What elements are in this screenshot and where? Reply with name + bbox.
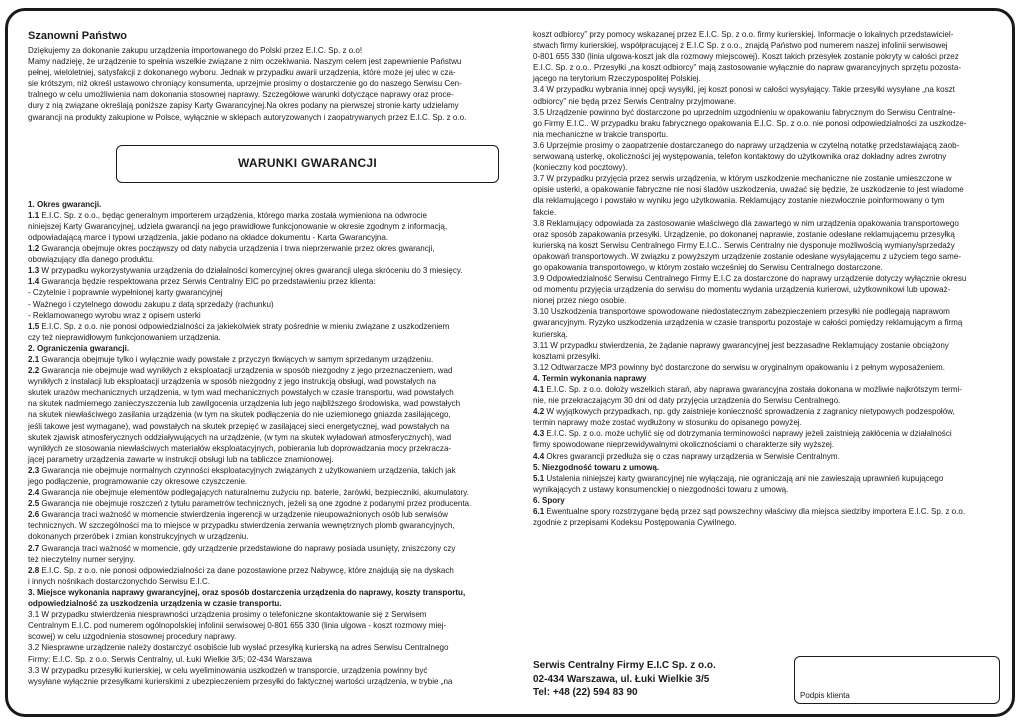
term-paragraph xyxy=(533,462,1001,473)
term-paragraph xyxy=(28,642,494,664)
term-heading: 1.3 xyxy=(28,266,40,276)
term-heading: 2. Ograniczenia gwarancji. xyxy=(28,343,130,353)
term-heading: 4.3 xyxy=(533,429,545,439)
term-text: E.I.C. Sp. z o.o. nie ponosi odpowiedzialności za jakiekolwiek straty pośrednie w mieniu związane z uszkodzeniem czy też nieprawidłowym funkcjonowaniem urządzenia. xyxy=(28,321,450,342)
term-text: 3.11 W przypadku stwierdzenia, że żądanie naprawy gwarancyjnej jest bezzasadne Reklamujący zostanie obciążony kosztami przesyłki. xyxy=(533,340,949,361)
service-address: 02-434 Warszawa, ul. Łuki Wielkie 3/5 xyxy=(533,673,710,685)
term-text: 3.4 W przypadku wybrania innej opcji wysyłki, jej koszt ponosi w całości wysyłający. Takie przesyłki wysyłane „na koszt odbiorcy” nie będą przez Serwis Centralny przyjmowane. xyxy=(533,85,955,106)
warranty-title: WARUNKI GWARANCJI xyxy=(237,156,378,171)
term-heading: 1.4 xyxy=(28,277,40,287)
term-text: 3.1 W przypadku stwierdzenia niesprawności urządzenia prosimy o telefoniczne skontaktowanie się z Serwisem Centralnym E.I.C. pod numerem ogólnopolskiej infolinii serwisowej 0-801 655 330 (linia ulgowa - koszt rozmowy miej- scowej) w celu uzgodnienia stosownej procedury naprawy. xyxy=(28,610,447,642)
term-text: W wyjątkowych przypadkach, np. gdy zaistnieje konieczność sprowadzenia z zagranicy nietypowych podzespołów, termin naprawy może zostać wydłużony w stosunku do opisanego powyżej. xyxy=(533,407,955,428)
term-heading: 2.3 xyxy=(28,465,40,475)
term-heading: 1. Okres gwarancji. xyxy=(28,199,102,209)
signature-label: Podpis klienta xyxy=(800,691,850,700)
term-paragraph xyxy=(533,218,1001,273)
term-text: 3.6 Uprzejmie prosimy o zaopatrzenie dostarczanego do naprawy urządzenia w czytelną notatkę przedstawiającą zaob- serwowaną usterkę, okoliczności jej występowania, telefon kontaktowy do użytkownika oraz dokładny adres zwrotny (konieczny kod pocztowy). xyxy=(533,140,960,173)
term-paragraph xyxy=(28,587,494,609)
term-heading: 1.2 xyxy=(28,244,40,254)
term-text: E.I.C. Sp. z o.o., będąc generalnym importerem urządzenia, którego marka została wymieniona na odwrocie niniejszej Karty Gwarancyjnej, udziela gwarancji na jego prawidłowe funkcjonowanie w okresie zgodnym z informacją, odpowiadającą marce i typowi urządzenia, jakie podano na okładce dokumentu - Karta Gwarancyjna. xyxy=(28,210,448,242)
term-paragraph xyxy=(28,210,494,243)
term-paragraph xyxy=(28,465,494,487)
term-heading: 5.1 xyxy=(533,473,545,483)
term-heading: 6. Spory xyxy=(533,495,565,505)
right-column xyxy=(533,29,1001,528)
term-text: Okres gwarancji przedłuża się o czas naprawy urządzenia w Serwisie Centralnym. xyxy=(544,451,840,461)
term-paragraph xyxy=(533,340,1001,362)
term-paragraph xyxy=(28,243,494,265)
service-company: Serwis Centralny Firmy E.I.C Sp. z o.o. xyxy=(533,660,716,671)
term-text: Ustalenia niniejszej karty gwarancyjnej nie wyłączają, nie ograniczają ani nie zawieszają uprawnień kupującego wynikających z ustawy konsumenckiej o niezgodności towaru z umową. xyxy=(533,473,944,494)
term-text: Ewentualne spory rozstrzygane będą przez sąd powszechny właściwy dla miejsca siedziby importera E.I.C. Sp. z o.o. zgodnie z przepisami Kodeksu Postępowania Cywilnego. xyxy=(533,507,966,528)
term-text: Gwarancja nie obejmuje roszczeń z tytułu parametrów technicznych, jeżeli są one zgodne z podanymi przez producenta. xyxy=(39,499,472,509)
term-paragraph xyxy=(28,565,494,587)
term-paragraph xyxy=(533,362,1001,373)
term-text: Gwarancja nie obejmuje elementów podlegających naturalnemu zużyciu np. baterie, żarówki, bezpieczniki, akumulatory. xyxy=(39,488,469,498)
term-heading: 4.4 xyxy=(533,451,545,461)
term-heading: 6.1 xyxy=(533,507,545,517)
term-text: Gwarancja obejmuje okres począwszy od daty nabycia urządzenia i trwa nieprzerwanie przez okres gwarancji, obowiązujący dla danego produktu. xyxy=(28,244,435,265)
term-heading: 4.2 xyxy=(533,407,545,417)
term-paragraph xyxy=(28,665,494,687)
term-paragraph xyxy=(28,543,494,565)
term-paragraph xyxy=(533,406,1001,428)
term-paragraph xyxy=(28,321,494,343)
term-text: 3.7 W przypadku przyjęcia przez serwis urządzenia, w którym uszkodzenie mechaniczne nie zostanie umieszczone w opisie usterki, a opakowanie fabryczne nie nosi śladów uszkodzenia, uważać się będzie, że uszkodzenie to jest wiadome dla reklamującego i powstało w wyniku jego użytkowania. Reklamujący zostanie niezwłocznie poinformowany o tym fakcie. xyxy=(533,174,964,217)
term-paragraph xyxy=(533,473,1001,495)
term-paragraph xyxy=(533,373,1001,384)
left-terms xyxy=(28,199,494,687)
intro-paragraph: Dziękujemy za dokonanie zakupu urządzenia importowanego do Polski przez E.I.C. Sp. z o.o! Mamy nadzieję, że urządzenie to spełnia wszelkie związane z nim oczekiwania. Naszym celem jest zapewnienie Państwu pełnej, wieloletniej, satysfakcji z dokonanego wyboru. Jednak w przypadku awarii urządzenia, które może jej ulec w cza- sie krótszym, niż określ ustawowo chroniący konsumenta, uprzejmie prosimy o dostarczenie go do naszego Serwisu Cen- tralnego w celu umożliwienia nam dokonania stosownej naprawy. Szczegółowe warunki dotyczące naprawy oraz proce- dury z nią związane określają poniższe zapisy Karty Gwarancyjnej.Na okres podany na pierwszej stronie karty udzielamy gwarancji na produkty zakupione w Polsce, wyłącznie w sklepach autoryzowanych i zaopatrywanych przez E.I.C. Sp. z o.o. xyxy=(28,46,467,122)
term-heading: 2.2 xyxy=(28,366,40,376)
warranty-title-box xyxy=(116,145,499,183)
service-phone: Tel: +48 (22) 594 83 90 xyxy=(533,687,638,699)
signature-box xyxy=(794,656,1000,704)
term-text: 3.12 Odtwarzacze MP3 powinny być dostarczone do serwisu w oryginalnym opakowaniu i z pełnym wyposażeniem. xyxy=(533,362,945,372)
term-paragraph xyxy=(533,506,1001,528)
left-column xyxy=(28,30,494,687)
term-heading: 2.5 xyxy=(28,499,40,509)
term-text: Gwarancja traci ważność w momencie, gdy urządzenie przedstawione do naprawy posiada usunięty, zniszczony czy też nieczytelny numer seryjny. xyxy=(28,543,456,564)
term-paragraph xyxy=(28,354,494,365)
term-text: 3.8 Reklamujący odpowiada za zastosowanie właściwego dla zawartego w nim urządzenia opakowania transportowego oraz sposób zapakowania przesyłki. Urządzenie, po dokonanej naprawie, zostanie odesłane reklamującemu przesyłką kurierską na koszt Serwisu Centralnego Firmy E.I.C.. Serwis Centralny nie dysponuje możliwością wymiany/sprzedaży opakowań transportowych. W związku z powyższym urządzenie zostanie odesłane wysyłającemu z użyciem tego same- go opakowania transportowego, w którym zostało wcześniej do Serwisu Centralnego dostarczone. xyxy=(533,218,962,272)
term-paragraph xyxy=(28,343,494,354)
term-paragraph xyxy=(28,365,494,465)
term-paragraph xyxy=(533,495,1001,506)
term-heading: 2.8 xyxy=(28,565,40,575)
term-paragraph xyxy=(533,273,1001,306)
term-text: Gwarancja nie obejmuje normalnych czynności eksploatacyjnych związanych z użytkowaniem urządzenia, takich jak jego podłączenie, programowanie czy okresowe czyszczenie. xyxy=(28,465,456,486)
term-paragraph xyxy=(28,609,494,642)
term-text: Gwarancja nie obejmuje wad wynikłych z eksploatacji urządzenia w sposób niezgodny z jego przeznaczeniem, wad wynikłych z instalacji lub eksploatacji urządzenia w sposób niezgodny z jego instrukcją obsługi, wad powstałych na skutek urazów mechanicznych urządzenia, w tym wad mechanicznych powstałych w czasie transportu, wad powstałych na skutek nadmiernego zanieczyszczenia lub zawilgocenia urządzenia lub jego najbliższego środowiska, wad powstałych na skutek niewłaściwego zasilania urządzenia (w tym na skutek podłączenia do nie uziemionego gniazda zasilającego, jeśli takowe jest wymagane), wad powstałych na skutek przepięć w zasilającej sieci energetycznej, wad powstałych na skutek zjawisk atmosferycznych oddziaływujących na urządzenie, (w tym na skutek wyładowań atmosferycznych), wad wynikłych ze stosowania niewłaściwych materiałów eksploatacyjnych, pobierania lub doprowadzania mocy przekracza- jącej parametry urządzenia zawarte w instrukcji obsługi lub na tabliczce znamionowej. xyxy=(28,366,461,464)
term-paragraph xyxy=(533,428,1001,450)
service-contact xyxy=(533,659,753,700)
greeting-heading: Szanowni Państwo xyxy=(28,30,128,42)
term-paragraph xyxy=(533,306,1001,339)
term-text: 3.2 Niesprawne urządzenie należy dostarczyć osobiście lub wysłać przesyłką kurierską na adres Serwisu Centralnego Firmy: E.I.C. Sp. z o.o. Serwis Centralny, ul. Łuki Wielkie 3/5; 02-434 Warszawa xyxy=(28,643,449,664)
term-text: Gwarancja obejmuje tylko i wyłącznie wady powstałe z przyczyn tkwiących w samym sprzedanym urządzeniu. xyxy=(39,354,434,364)
term-text: 3.3 W przypadku przesyłki kurierskiej, w celu wyeliminowania uszkodzeń w transporcie, urządzenia powinny być wysyłane wyłącznie przesyłkami kurierskimi z ubezpieczeniem przesyłki do faktycznej wartości urządzenia, w trybie „na xyxy=(28,665,453,686)
term-text: W przypadku wykorzystywania urządzenia do działalności komercyjnej okres gwarancji ulega skróceniu do 3 miesięcy. xyxy=(39,266,463,276)
term-paragraph xyxy=(533,173,1001,217)
term-paragraph xyxy=(28,199,494,210)
term-text: 3.10 Uszkodzenia transportowe spowodowane niedostatecznym zabezpieczeniem przesyłki nie podlegają naprawom gwarancyjnym. Ryzyko uszkodzenia urządzenia w czasie transportu pozostaje w całości pomiędzy reklamującym a firmą kurierską. xyxy=(533,307,963,339)
term-paragraph xyxy=(28,509,494,542)
term-text: E.I.C. Sp. z o.o. dołoży wszelkich starań, aby naprawa gwarancyjna została dokonana w możliwie najkrótszym termi- nie, nie przekraczającym 30 dni od daty przyjęcia urządzenia do Serwisu Centralnego. xyxy=(533,385,962,406)
term-paragraph xyxy=(533,84,1001,106)
term-paragraph xyxy=(533,29,1001,84)
term-text: Gwarancja traci ważność w momencie stwierdzenia ingerencji w urządzenie nieupoważnionych osób lub serwisów technicznych. W szczególności ma to miejsce w przypadku stwierdzenia zerwania wewnętrznych plomb gwarancyjnych, dokonanych przeróbek i zmian konstrukcyjnych w urządzeniu. xyxy=(28,510,455,542)
term-paragraph xyxy=(28,265,494,276)
term-heading: 2.7 xyxy=(28,543,40,553)
term-heading: 2.1 xyxy=(28,354,40,364)
term-text: Gwarancja będzie respektowana przez Serwis Centralny EIC po przedstawieniu przez klienta: - Czytelnie i poprawnie wypełnionej karty gwarancyjnej - Ważnego i czytelnego dowodu zakupu z datą sprzedaży (rachunku) - Reklamowanego wyrobu wraz z opisem usterki xyxy=(28,277,376,320)
term-paragraph xyxy=(28,487,494,498)
term-heading: 1.1 xyxy=(28,210,40,220)
term-paragraph xyxy=(533,140,1001,173)
term-paragraph xyxy=(533,384,1001,406)
term-paragraph xyxy=(28,498,494,509)
term-heading: 2.4 xyxy=(28,488,40,498)
right-terms xyxy=(533,29,1001,528)
term-heading: 2.6 xyxy=(28,510,40,520)
term-text: E.I.C. Sp. z o.o. nie ponosi odpowiedzialności za dane pozostawione przez Nabywcę, które znajdują się na dyskach i innych nośnikach dostarczonychdo Serwisu E.I.C. xyxy=(28,565,454,586)
term-paragraph xyxy=(533,107,1001,140)
term-heading: 4.1 xyxy=(533,385,545,394)
term-paragraph xyxy=(28,276,494,320)
term-text: 3.9 Odpowiedzialność Serwisu Centralnego Firmy E.I.C za dostarczone do naprawy urządzenie dotyczy wyłącznie okresu od momentu przyjęcia urządzenia do serwisu do momentu wydania urządzenia kurierowi, użytkownikowi lub upoważ- nionej przez niego osobie. xyxy=(533,274,967,306)
term-paragraph xyxy=(533,451,1001,462)
term-heading: 4. Termin wykonania naprawy xyxy=(533,373,647,383)
term-text: E.I.C. Sp. z o.o. może uchylić się od dotrzymania terminowości naprawy jeżeli zaistnieją zakłócenia w działalności firmy spowodowane nieprzewidywalnymi okolicznościami o charakterze siły wyższej. xyxy=(533,429,952,450)
term-text: koszt odbiorcy” przy pomocy wskazanej przez E.I.C. Sp. z o.o. firmy kurierskiej. Informacje o lokalnych przedstawiciel- stwach firmy kurierskiej, współpracującej z E.I.C Sp. z o.o., znajdą Państwo pod numerem naszej infolinii serwisowej 0-801 655 330 (linia ulgowa-koszt jak dla rozmowy miejscowej). Koszt takich przesyłek zostanie pokryty w całości przez E.I.C. Sp. z o.o.. Przesyłki „na koszt odbiorcy” mają zastosowanie wyłącznie do napraw gwarancyjnych sprzętu pozosta- jącego na terytorium Rzeczypospolitej Polskiej. xyxy=(533,30,962,84)
term-text: 3.5 Urządzenie powinno być dostarczone po uprzednim uzgodnieniu w opakowaniu fabrycznym do Serwisu Centralne- go Firmy E.I.C.. W przypadku braku fabrycznego opakowania E.I.C. Sp. z o.o. nie ponosi odpowiedzialności za uszkodze- nia mechaniczne w trakcie transportu. xyxy=(533,107,967,139)
term-heading: 3. Miejsce wykonania naprawy gwarancyjnej, oraz sposób dostarczenia urządzenia do naprawy, koszty transportu, odpowiedzialność za uszkodzenia urządzenia w czasie transportu. xyxy=(28,587,466,609)
term-heading: 1.5 xyxy=(28,321,40,331)
term-heading: 5. Niezgodność towaru z umową. xyxy=(533,462,660,472)
